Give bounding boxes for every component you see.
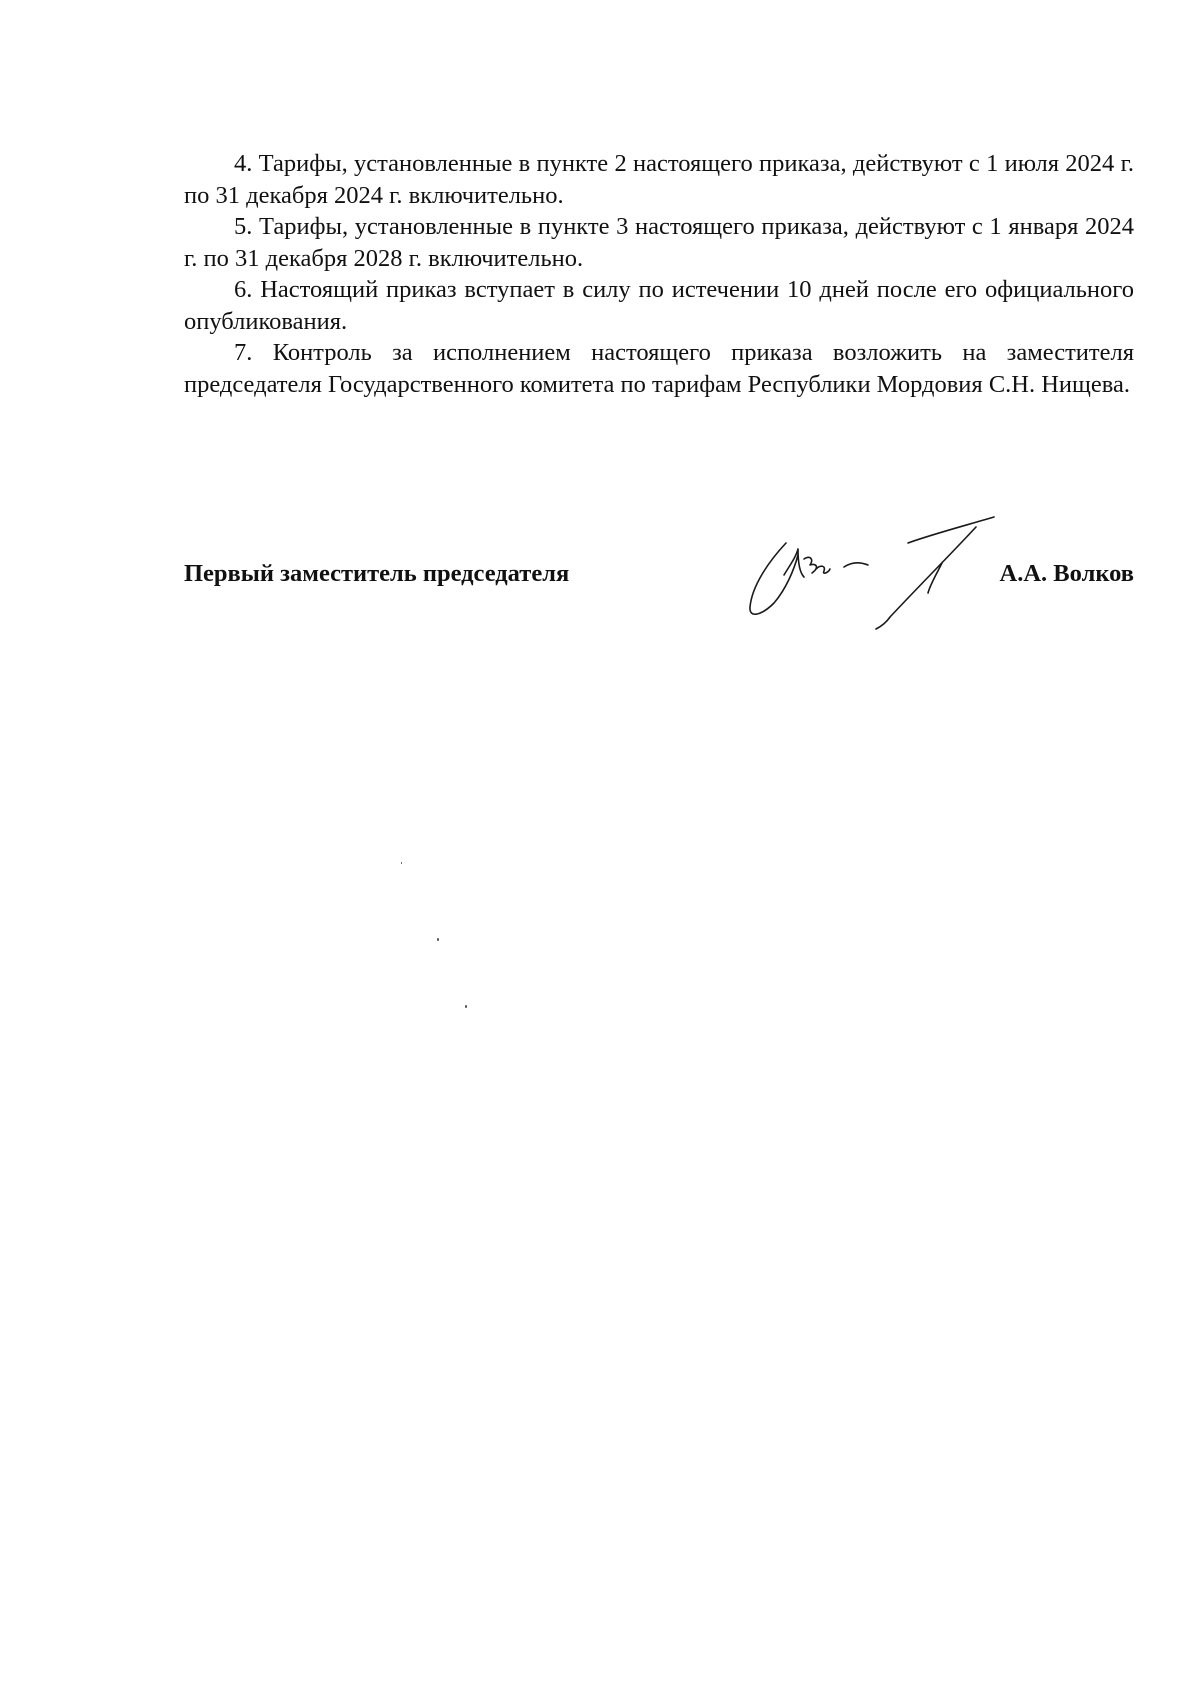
- scan-speck: [465, 1005, 467, 1008]
- paragraph-4: 4. Тарифы, установленные в пункте 2 настоящего приказа, действуют с 1 июля 2024 г. по 31 декабря 2024 г. включительно.: [184, 150, 1134, 209]
- paragraph-6: 6. Настоящий приказ вступает в силу по истечении 10 дней после его официального опубликования.: [184, 276, 1134, 335]
- scan-speck: [437, 938, 439, 941]
- paragraph-7: 7. Контроль за исполнением настоящего приказа возложить на заместителя председателя Государственного комитета по тарифам Республики Мордовия С.Н. Нищева.: [184, 339, 1134, 398]
- scan-speck: [401, 862, 402, 864]
- handwritten-signature: [740, 515, 1060, 630]
- signatory-name: А.А. Волков: [999, 560, 1134, 587]
- signatory-position: Первый заместитель председателя: [184, 560, 570, 587]
- paragraph-5: 5. Тарифы, установленные в пункте 3 настоящего приказа, действуют с 1 января 2024 г. по 31 декабря 2028 г. включительно.: [184, 213, 1134, 272]
- document-body: [184, 148, 1134, 400]
